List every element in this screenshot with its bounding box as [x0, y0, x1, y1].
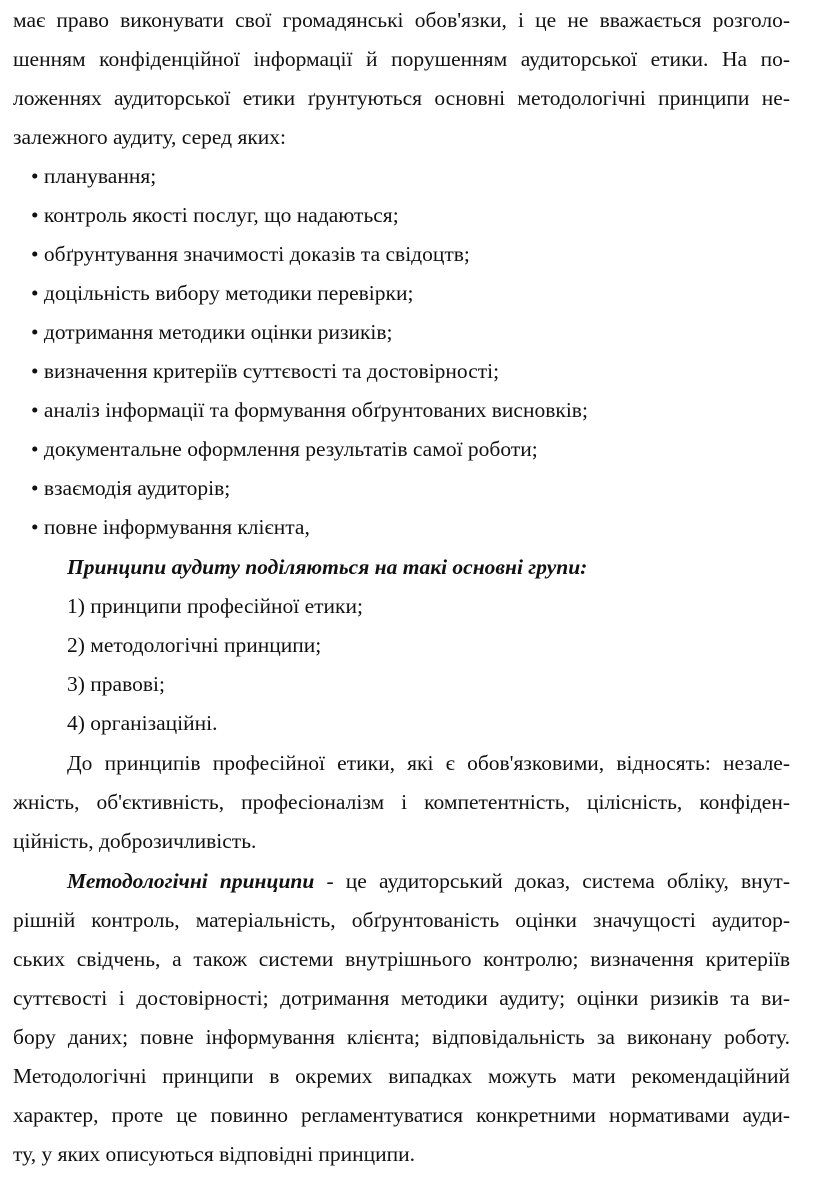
list-item: • дотримання методики оцінки ризиків;: [31, 320, 393, 344]
groups-heading: Принципи аудиту поділяються на такі основні групи:: [67, 555, 588, 579]
numbered-item: 3) правові;: [67, 672, 165, 696]
list-item: • визначення критеріїв суттєвості та достовірності;: [31, 359, 500, 383]
intro-line: має право виконувати свої громадянські обов'язки, і це не вважається розголо-: [13, 8, 790, 32]
ethics-line: жність, об'єктивність, професіоналізм і компетентність, цілісність, конфіден-: [13, 790, 790, 814]
ethics-line: ційність, доброзичливість.: [13, 829, 257, 853]
method-line: суттєвості і достовірності; дотримання методики аудиту; оцінки ризиків та ви-: [13, 986, 790, 1010]
method-line: ських свідчень, а також системи внутрішнього контролю; визначення критеріїв: [13, 947, 790, 971]
list-item: • обґрунтування значимості доказів та свідоцтв;: [31, 242, 470, 266]
list-item: • взаємодія аудиторів;: [31, 476, 231, 500]
intro-line: ложеннях аудиторської етики ґрунтуються основні методологічні принципи не-: [13, 86, 790, 110]
method-line: Методологічні принципи в окремих випадках можуть мати рекомендаційний: [13, 1064, 790, 1088]
method-first-line: [67, 863, 790, 899]
method-line: ту, у яких описуються відповідні принципи.: [13, 1142, 416, 1166]
ethics-line: До принципів професійної етики, які є обов'язковими, відносять: незале-: [67, 751, 790, 775]
list-item: • контроль якості послуг, що надаються;: [31, 203, 399, 227]
method-line: бору даних; повне інформування клієнта; відповідальність за виконану роботу.: [13, 1025, 790, 1049]
list-item: • повне інформування клієнта,: [31, 515, 310, 539]
list-item: • документальне оформлення результатів самої роботи;: [31, 437, 538, 461]
intro-line: шенням конфіденційної інформації й порушенням аудиторської етики. На по-: [13, 47, 790, 71]
method-line: рішній контроль, матеріальність, обґрунтованість оцінки значущості аудитор-: [13, 908, 790, 932]
numbered-item: 4) організаційні.: [67, 711, 218, 735]
list-item: • аналіз інформації та формування обґрунтованих висновків;: [31, 398, 588, 422]
numbered-item: 2) методологічні принципи;: [67, 633, 322, 657]
list-item: • доцільність вибору методики перевірки;: [31, 281, 414, 305]
numbered-item: 1) принципи професійної етики;: [67, 594, 363, 618]
method-first-rest: - це аудиторський доказ, система обліку, внут-: [314, 869, 790, 893]
list-item: • планування;: [31, 164, 157, 188]
method-line: характер, проте це повинно регламентуватися конкретними нормативами ауди-: [13, 1103, 790, 1127]
intro-line: залежного аудиту, серед яких:: [13, 125, 287, 149]
method-term: Методологічні принципи: [67, 869, 315, 893]
